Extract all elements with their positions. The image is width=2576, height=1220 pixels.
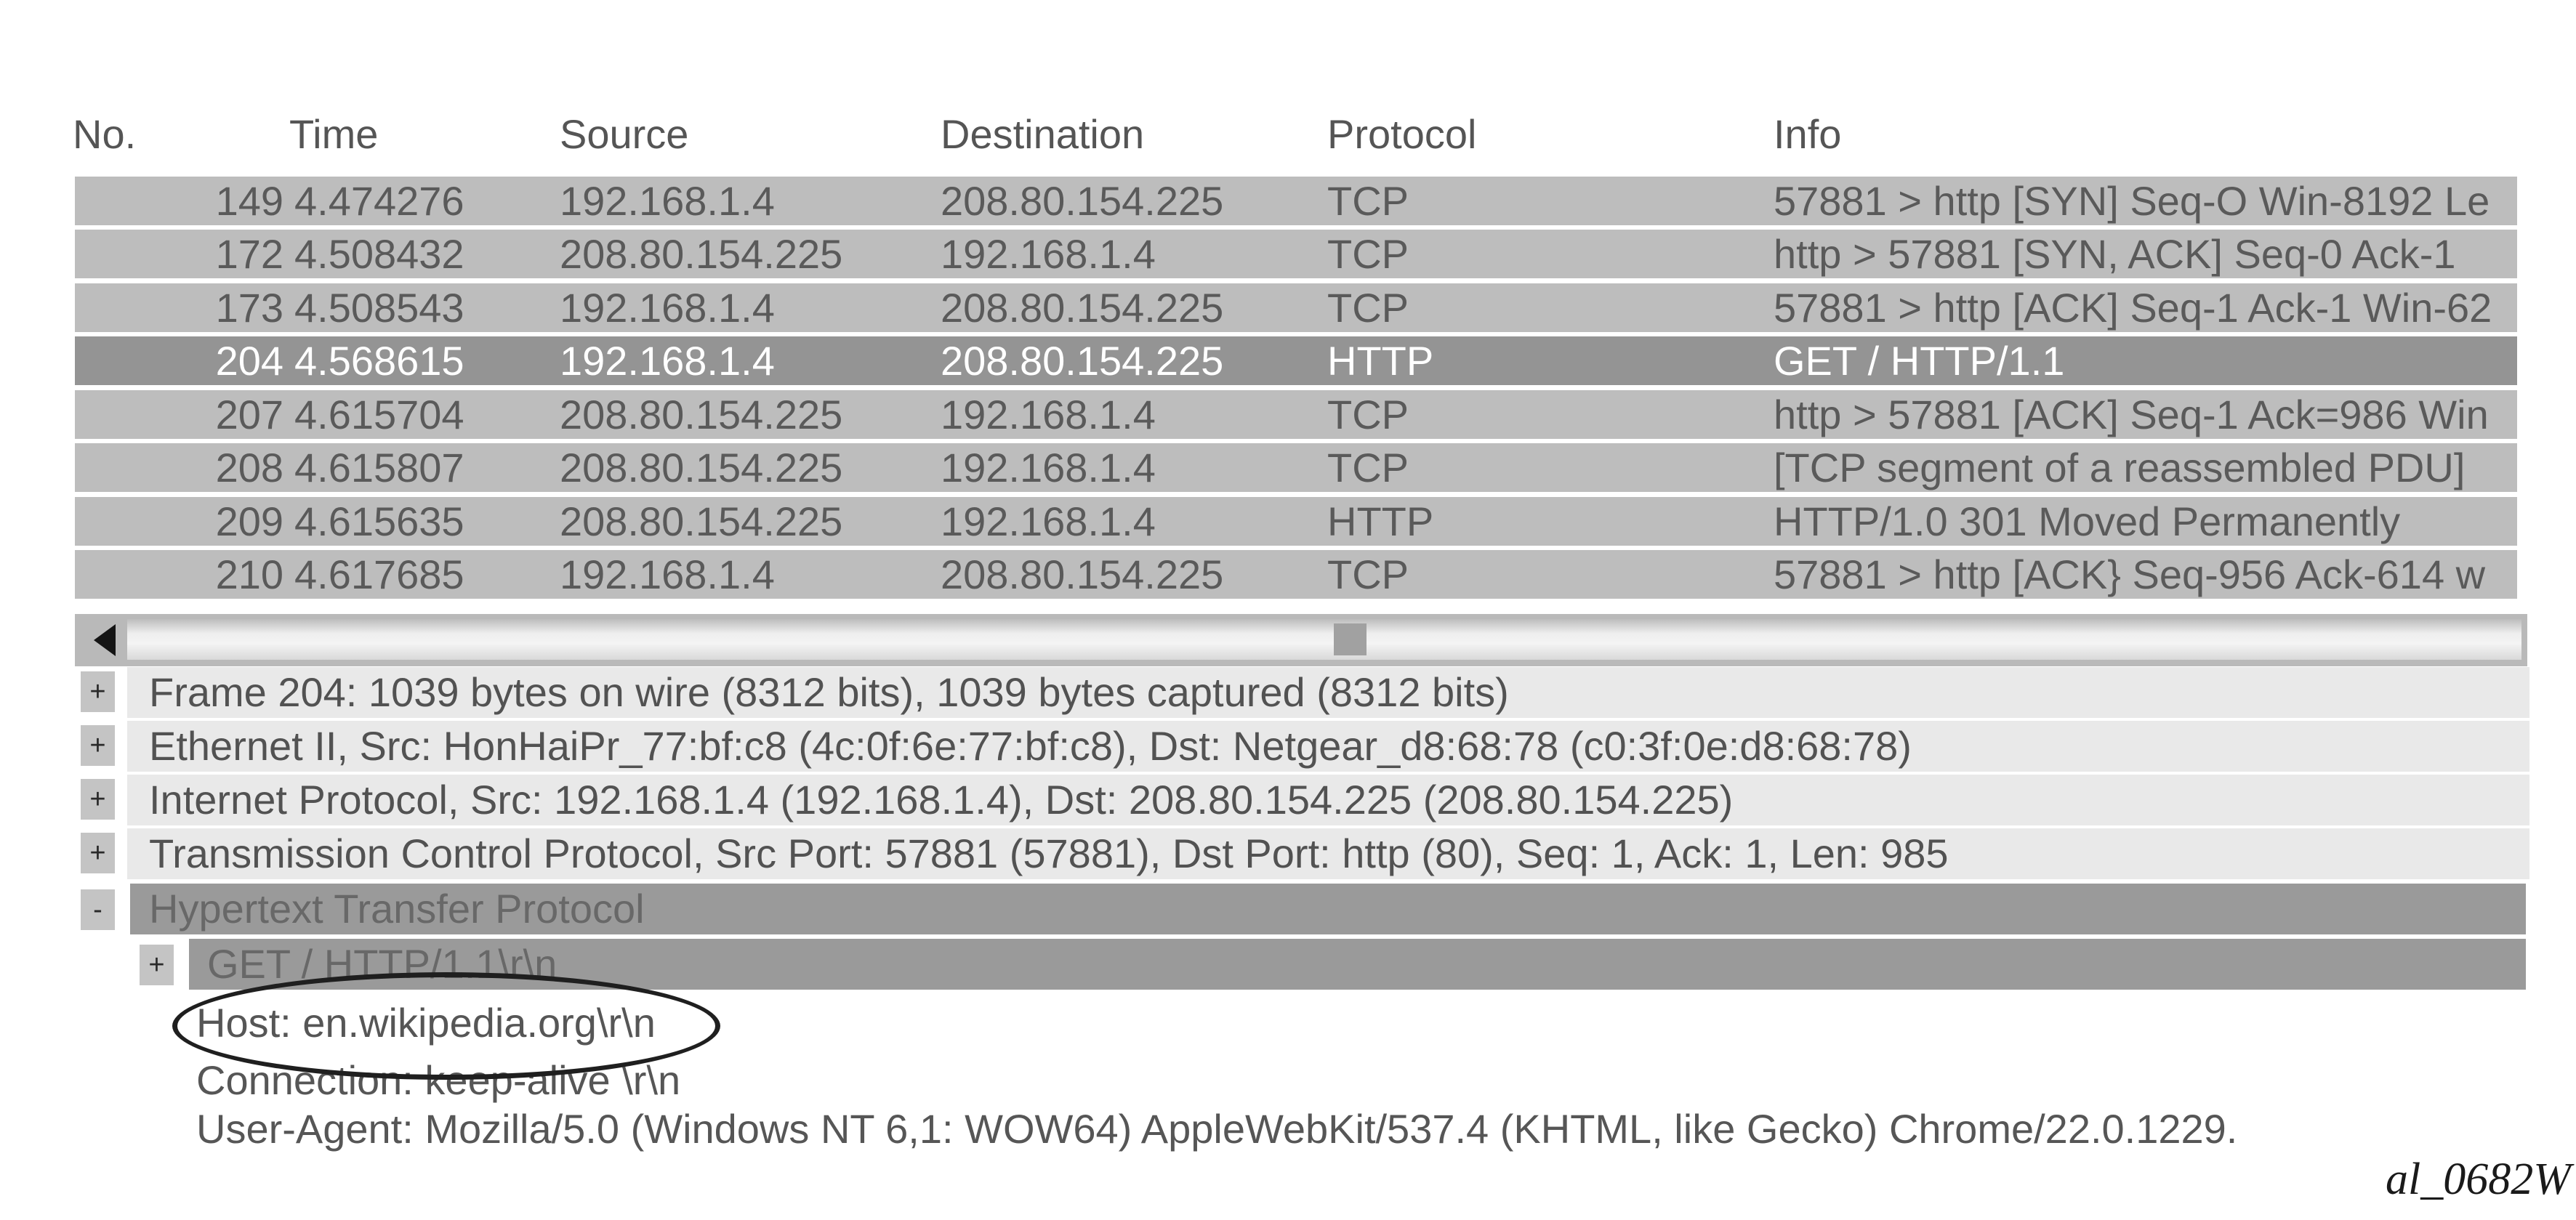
packet-source: 192.168.1.4	[560, 552, 775, 597]
packet-destination: 192.168.1.4	[941, 392, 1156, 437]
packet-protocol: TCP	[1327, 392, 1409, 437]
packet-no: 149	[215, 178, 283, 224]
detail-text: Transmission Control Protocol, Src Port: 57881 (57881), Dst Port: http (80), Seq: 1, Ack: 1, Len: 985	[149, 831, 1949, 876]
packet-row[interactable]	[75, 497, 2517, 546]
packet-no: 204	[215, 338, 283, 384]
packet-time: 4.508432	[294, 231, 464, 277]
packet-destination: 208.80.154.225	[941, 338, 1224, 384]
detail-text: GET / HTTP/1.1\r\n	[207, 941, 558, 987]
expand-plus-icon[interactable]: +	[81, 671, 115, 712]
packet-destination: 208.80.154.225	[941, 552, 1224, 597]
packet-source: 208.80.154.225	[560, 498, 843, 544]
packet-no: 172	[215, 231, 283, 277]
expand-plus-icon[interactable]: +	[81, 833, 115, 873]
packet-info: [TCP segment of a reassembled PDU]	[1774, 445, 2466, 490]
packet-source: 208.80.154.225	[560, 445, 843, 490]
packet-no: 209	[215, 498, 283, 544]
packet-row[interactable]	[75, 177, 2517, 225]
horizontal-scrollbar[interactable]	[75, 614, 2527, 666]
packet-destination: 208.80.154.225	[941, 285, 1224, 331]
packet-info: http > 57881 [SYN, ACK] Seq-0 Ack-1	[1774, 231, 2456, 277]
scrollbar-track[interactable]	[127, 619, 2521, 660]
detail-row-ip[interactable]	[127, 775, 2529, 825]
column-header-protocol[interactable]: Protocol	[1327, 111, 1477, 157]
packet-destination: 208.80.154.225	[941, 178, 1224, 224]
packet-row[interactable]	[75, 390, 2517, 439]
expand-plus-icon[interactable]: +	[81, 725, 115, 766]
packet-source: 192.168.1.4	[560, 285, 775, 331]
column-header-no[interactable]: No.	[73, 111, 137, 157]
packet-protocol: TCP	[1327, 231, 1409, 277]
detail-row-http-highlighted[interactable]	[130, 884, 2526, 934]
packet-protocol: TCP	[1327, 178, 1409, 224]
packet-info: HTTP/1.0 301 Moved Permanently	[1774, 498, 2401, 544]
packet-row[interactable]	[75, 443, 2517, 492]
packet-source: 208.80.154.225	[560, 392, 843, 437]
column-header-source[interactable]: Source	[560, 111, 689, 157]
expand-plus-icon[interactable]: +	[81, 779, 115, 820]
packet-time: 4.508543	[294, 285, 464, 331]
packet-source: 208.80.154.225	[560, 231, 843, 277]
packet-no: 208	[215, 445, 283, 490]
packet-protocol: TCP	[1327, 552, 1409, 597]
detail-text: Internet Protocol, Src: 192.168.1.4 (192.168.1.4), Dst: 208.80.154.225 (208.80.154.225)	[149, 777, 1734, 823]
detail-text: Connection: keep-alive \r\n	[196, 1057, 681, 1103]
packet-info: http > 57881 [ACK] Seq-1 Ack=986 Win	[1774, 392, 2489, 437]
detail-text: Hypertext Transfer Protocol	[149, 886, 645, 932]
packet-list-header	[0, 113, 2576, 156]
packet-row[interactable]	[75, 230, 2517, 278]
packet-source: 192.168.1.4	[560, 338, 775, 384]
packet-row-selected[interactable]	[75, 336, 2517, 385]
expand-plus-icon[interactable]: +	[140, 945, 174, 985]
packet-info: 57881 > http [ACK} Seq-956 Ack-614 w	[1774, 552, 2486, 597]
column-header-info[interactable]: Info	[1774, 111, 1842, 157]
detail-text: Ethernet II, Src: HonHaiPr_77:bf:c8 (4c:0f:6e:77:bf:c8), Dst: Netgear_d8:68:78 (c0:3f:0e:d8:68:78)	[149, 723, 1912, 769]
packet-no: 210	[215, 552, 283, 597]
detail-row-frame[interactable]	[127, 667, 2529, 718]
packet-time: 4.615635	[294, 498, 464, 544]
figure-label: al_0682W	[2386, 1155, 2571, 1204]
column-header-time[interactable]: Time	[289, 111, 379, 157]
highlight-ellipse-annotation	[172, 972, 720, 1080]
packet-time: 4.474276	[294, 178, 464, 224]
packet-no: 173	[215, 285, 283, 331]
packet-no: 207	[215, 392, 283, 437]
packet-source: 192.168.1.4	[560, 178, 775, 224]
packet-row[interactable]	[75, 550, 2517, 599]
packet-time: 4.615807	[294, 445, 464, 490]
detail-row-ethernet[interactable]	[127, 721, 2529, 772]
detail-text: User-Agent: Mozilla/5.0 (Windows NT 6,1: WOW64) AppleWebKit/537.4 (KHTML, like Gecko) Chrome/22.0.1229.	[196, 1106, 2238, 1152]
packet-protocol: HTTP	[1327, 498, 1434, 544]
packet-time: 4.615704	[294, 392, 464, 437]
packet-time: 4.568615	[294, 338, 464, 384]
packet-protocol: TCP	[1327, 285, 1409, 331]
packet-row[interactable]	[75, 283, 2517, 332]
packet-destination: 192.168.1.4	[941, 498, 1156, 544]
detail-text: Frame 204: 1039 bytes on wire (8312 bits), 1039 bytes captured (8312 bits)	[149, 669, 1509, 715]
column-header-destination[interactable]: Destination	[941, 111, 1145, 157]
scrollbar-thumb[interactable]	[1334, 623, 1367, 655]
packet-info: GET / HTTP/1.1	[1774, 338, 2065, 384]
scroll-left-arrow-icon[interactable]	[94, 624, 116, 656]
packet-info: 57881 > http [ACK] Seq-1 Ack-1 Win-62	[1774, 285, 2492, 331]
detail-row-tcp[interactable]	[127, 828, 2529, 879]
packet-time: 4.617685	[294, 552, 464, 597]
packet-info: 57881 > http [SYN] Seq-O Win-8192 Le	[1774, 178, 2490, 224]
packet-protocol: HTTP	[1327, 338, 1434, 384]
collapse-minus-icon[interactable]: -	[81, 889, 115, 930]
packet-protocol: TCP	[1327, 445, 1409, 490]
detail-row-user-agent-header[interactable]	[196, 1106, 2237, 1152]
packet-destination: 192.168.1.4	[941, 231, 1156, 277]
detail-text: Host: en.wikipedia.org\r\n	[196, 1000, 656, 1046]
packet-destination: 192.168.1.4	[941, 445, 1156, 490]
